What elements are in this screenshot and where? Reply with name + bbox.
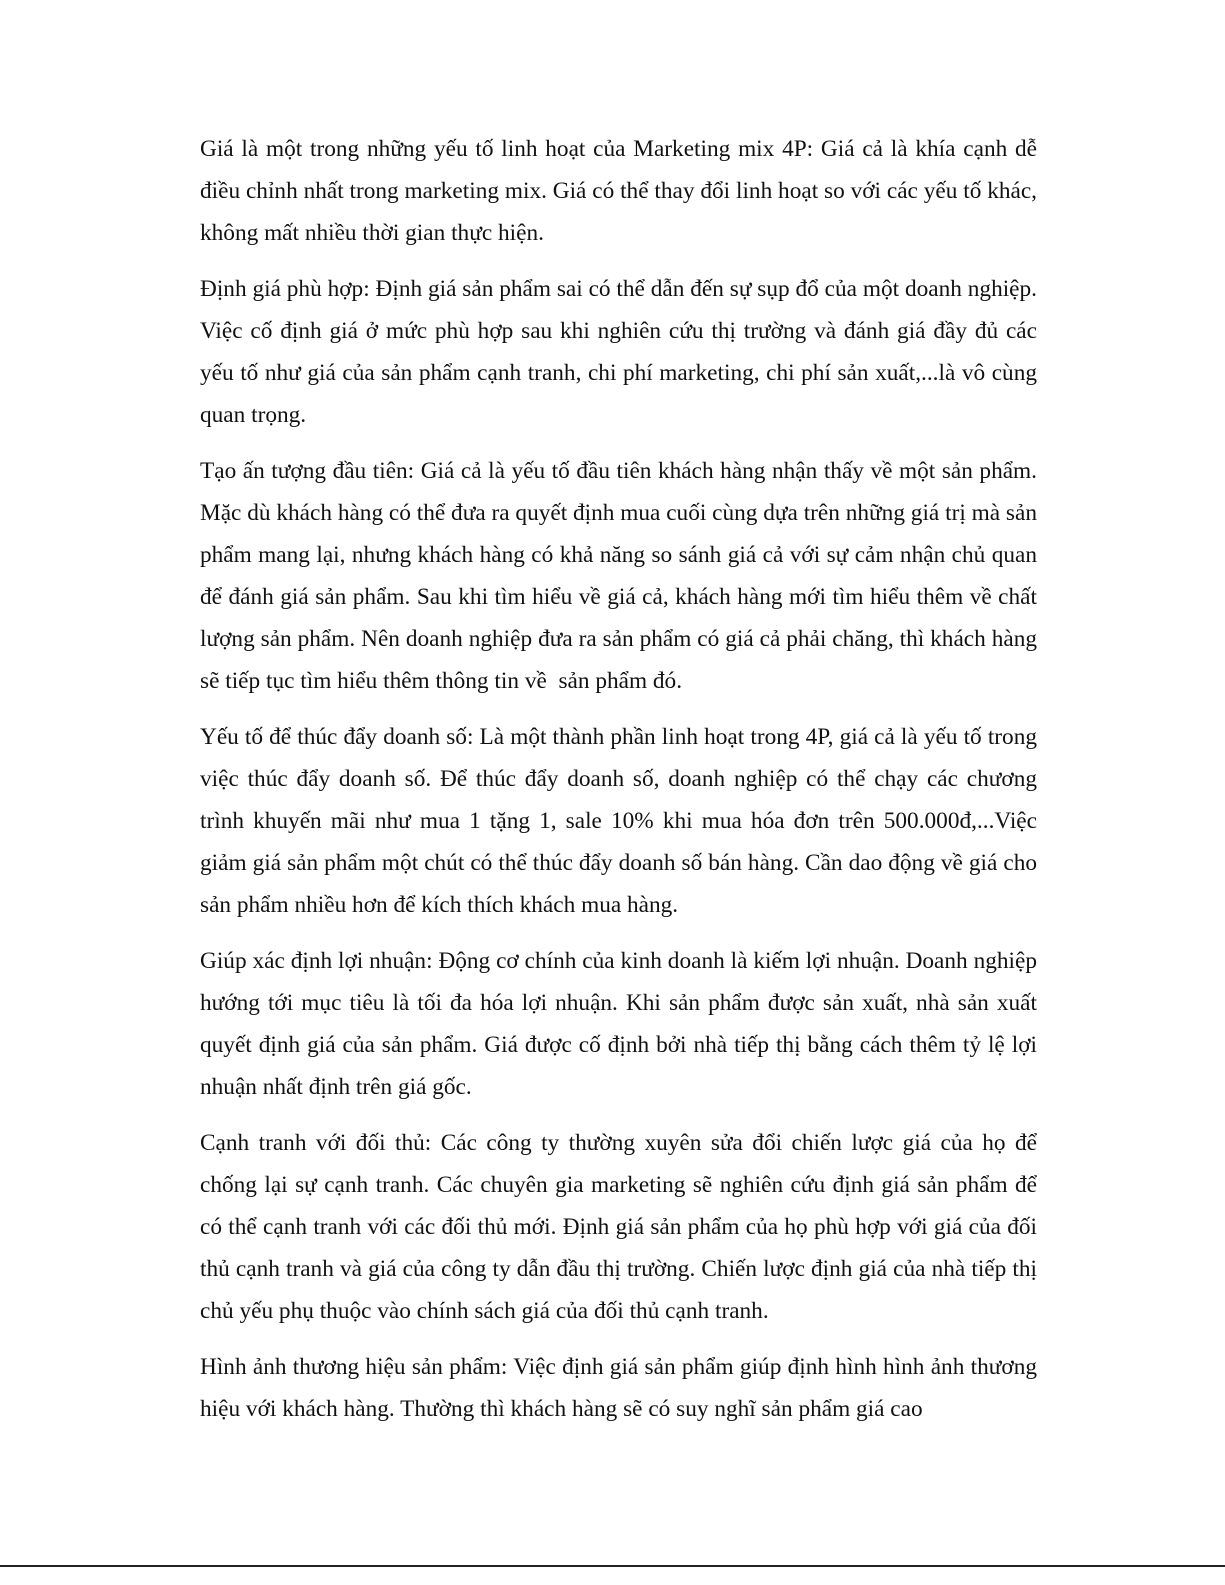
paragraph-price-flexibility: Giá là một trong những yếu tố linh hoạt của Marketing mix 4P: Giá cả là khía cạnh dễ điều chỉnh nhất trong marketing mix. Giá có thể thay đổi linh hoạt so với các yếu tố khác, không mất nhiều thời gian thực hiện.	[200, 136, 1043, 246]
document-body	[200, 128, 1043, 1444]
paragraph-suitable-pricing: Định giá phù hợp: Định giá sản phẩm sai có thể dẫn đến sự sụp đổ của một doanh nghiệp. Việc cố định giá ở mức phù hợp sau khi nghiên cứu thị trường và đánh giá đầy đủ các yếu tố như giá của sản phẩm cạnh tranh, chi phí marketing, chi phí sản xuất,...là vô cùng quan trọng.	[200, 276, 1043, 428]
page-bottom-divider	[0, 1565, 1225, 1567]
paragraph-sales-driver: Yếu tố để thúc đẩy doanh số: Là một thành phần linh hoạt trong 4P, giá cả là yếu tố trong việc thúc đẩy doanh số. Để thúc đẩy doanh số, doanh nghiệp có thể chạy các chương trình khuyến mãi như mua 1 tặng 1, sale 10% khi mua hóa đơn trên 500.000đ,...Việc giảm giá sản phẩm một chút có thể thúc đẩy doanh số bán hàng. Cần dao động về giá cho sản phẩm nhiều hơn để kích thích khách mua hàng.	[200, 724, 1043, 918]
paragraph-brand-image: Hình ảnh thương hiệu sản phẩm: Việc định giá sản phẩm giúp định hình hình ảnh thương hiệu với khách hàng. Thường thì khách hàng sẽ có suy nghĩ sản phẩm giá cao	[200, 1354, 1043, 1422]
paragraph-profit: Giúp xác định lợi nhuận: Động cơ chính của kinh doanh là kiếm lợi nhuận. Doanh nghiệp hướng tới mục tiêu là tối đa hóa lợi nhuận. Khi sản phẩm được sản xuất, nhà sản xuất quyết định giá của sản phẩm. Giá được cố định bởi nhà tiếp thị bằng cách thêm tỷ lệ lợi nhuận nhất định trên giá gốc.	[200, 948, 1043, 1100]
paragraph-first-impression: Tạo ấn tượng đầu tiên: Giá cả là yếu tố đầu tiên khách hàng nhận thấy về một sản phẩm. Mặc dù khách hàng có thể đưa ra quyết định mua cuối cùng dựa trên những giá trị mà sản phẩm mang lại, nhưng khách hàng có khả năng so sánh giá cả với sự cảm nhận chủ quan để đánh giá sản phẩm. Sau khi tìm hiểu về giá cả, khách hàng mới tìm hiểu thêm về chất lượng sản phẩm. Nên doanh nghiệp đưa ra sản phẩm có giá cả phải chăng, thì khách hàng sẽ tiếp tục tìm hiểu thêm thông tin về sản phẩm đó.	[200, 458, 1043, 694]
paragraph-competition: Cạnh tranh với đối thủ: Các công ty thường xuyên sửa đổi chiến lược giá của họ để chống lại sự cạnh tranh. Các chuyên gia marketing sẽ nghiên cứu định giá sản phẩm để có thể cạnh tranh với các đối thủ mới. Định giá sản phẩm của họ phù hợp với giá của đối thủ cạnh tranh và giá của công ty dẫn đầu thị trường. Chiến lược định giá của nhà tiếp thị chủ yếu phụ thuộc vào chính sách giá của đối thủ cạnh tranh.	[200, 1130, 1043, 1324]
